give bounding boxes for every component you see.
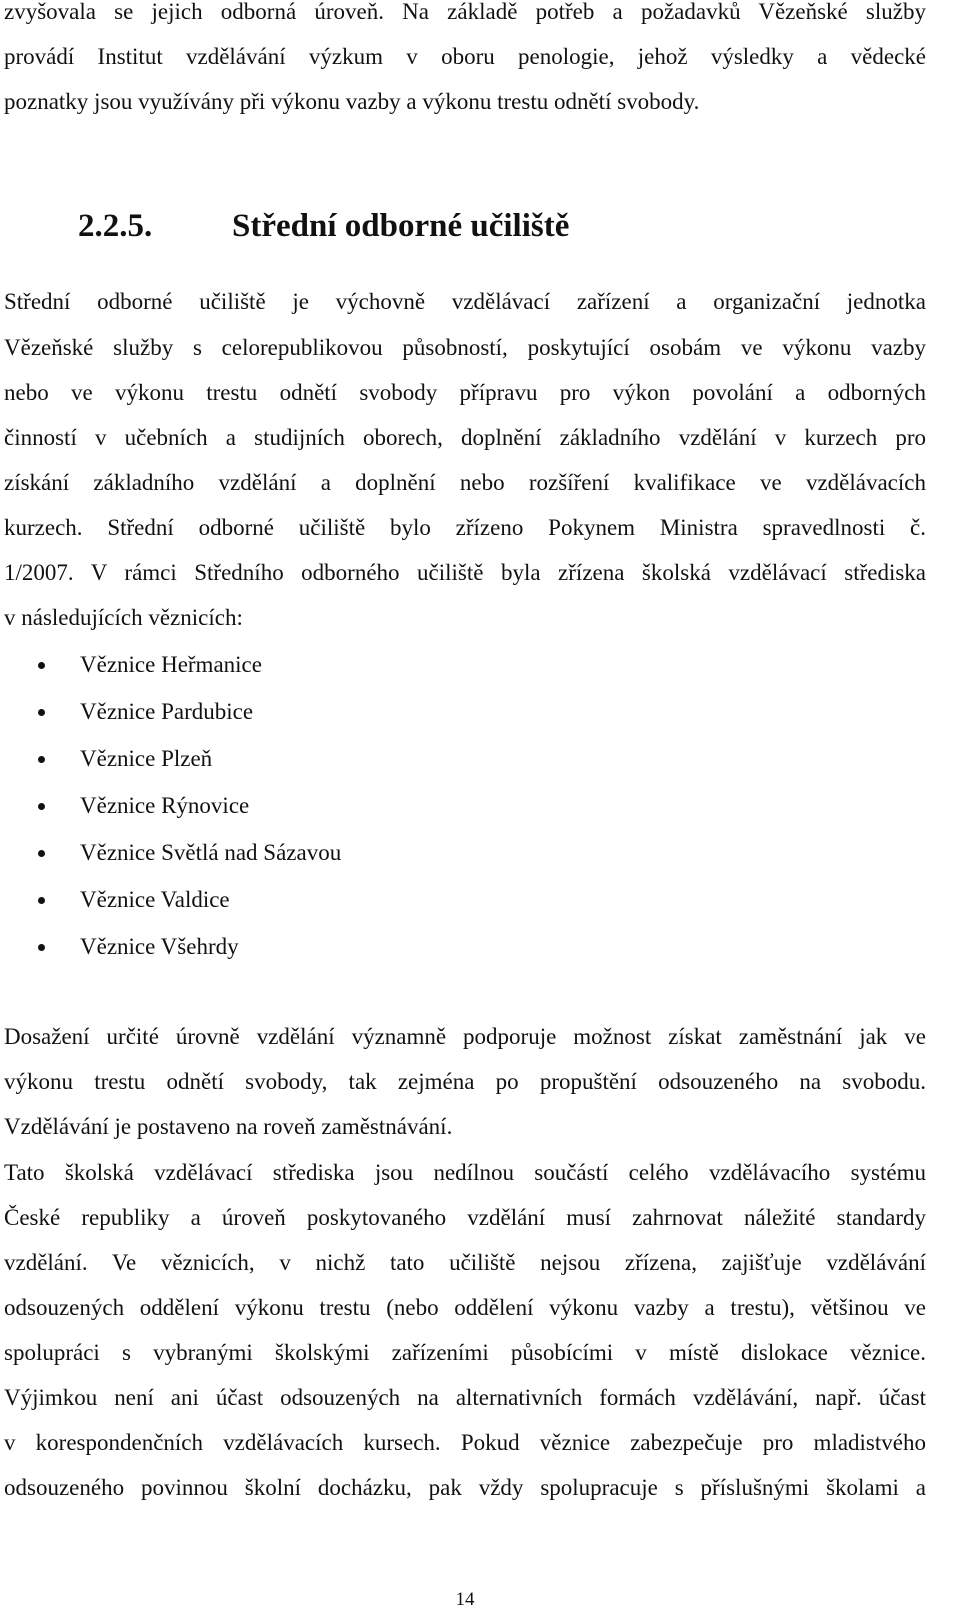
list-item-label: Věznice Všehrdy (80, 934, 239, 959)
paragraph-line: nebo ve výkonu trestu odnětí svobody přípravu pro výkon povolání a odborných (4, 380, 926, 405)
list-item-label: Věznice Heřmanice (80, 652, 262, 677)
bullet-icon (38, 756, 45, 763)
paragraph-line: České republiky a úroveň poskytovaného vzdělání musí zahrnovat náležité standardy (4, 1205, 926, 1230)
bullet-icon (38, 709, 45, 716)
paragraph-line: Vzdělávání je postaveno na roveň zaměstnávání. (4, 1114, 453, 1139)
paragraph-line: odsouzeného povinnou školní docházku, pak vždy spolupracuje s příslušnými školami a (4, 1475, 926, 1500)
paragraph-line: Vězeňské služby s celorepublikovou působností, poskytující osobám ve výkonu vazby (4, 335, 926, 360)
paragraph-line: 1/2007. V rámci Středního odborného učiliště byla zřízena školská vzdělávací střediska (4, 560, 926, 585)
list-item-label: Věznice Plzeň (80, 746, 213, 771)
section-title: Střední odborné učiliště (232, 208, 570, 244)
intro-line: poznatky jsou využívány při výkonu vazby a výkonu trestu odnětí svobody. (4, 89, 700, 114)
intro-line: zvyšovala se jejich odborná úroveň. Na základě potřeb a požadavků Vězeňské služby (4, 0, 926, 24)
section-number: 2.2.5. (78, 208, 153, 244)
list-item-label: Věznice Valdice (80, 887, 230, 912)
paragraph-line: Tato školská vzdělávací střediska jsou nedílnou součástí celého vzdělávacího systému (4, 1160, 926, 1185)
list-item-label: Věznice Rýnovice (80, 793, 250, 818)
paragraph-line: kurzech. Střední odborné učiliště bylo zřízeno Pokynem Ministra spravedlnosti č. (4, 515, 926, 540)
paragraph-line: v korespondenčních vzdělávacích kursech. Pokud věznice zabezpečuje pro mladistvého (4, 1430, 926, 1455)
intro-line: provádí Institut vzdělávání výzkum v oboru penologie, jehož výsledky a vědecké (4, 44, 926, 69)
list-item-label: Věznice Světlá nad Sázavou (80, 840, 342, 865)
page-number: 14 (455, 1589, 475, 1610)
paragraph-line: Dosažení určité úrovně vzdělání významně podporuje možnost získat zaměstnání jak ve (4, 1024, 926, 1049)
paragraph-line: spolupráci s vybranými školskými zařízeními působícími v místě dislokace věznice. (4, 1340, 926, 1365)
paragraph-line: Střední odborné učiliště je výchovně vzdělávací zařízení a organizační jednotka (4, 289, 926, 314)
bullet-icon (38, 944, 45, 951)
paragraph-line: výkonu trestu odnětí svobody, tak zejména po propuštění odsouzeného na svobodu. (4, 1069, 926, 1094)
paragraph-line: Výjimkou není ani účast odsouzených na alternativních formách vzdělávání, např. účast (4, 1385, 926, 1410)
bullet-icon (38, 662, 45, 669)
paragraph-line: získání základního vzdělání a doplnění nebo rozšíření kvalifikace ve vzdělávacích (4, 470, 926, 495)
list-item-label: Věznice Pardubice (80, 699, 254, 724)
paragraph-line: činností v učebních a studijních oborech, doplnění základního vzdělání v kurzech pro (4, 425, 926, 450)
bullet-icon (38, 897, 45, 904)
paragraph-line: v následujících věznicích: (4, 605, 243, 630)
bullet-icon (38, 803, 45, 810)
paragraph-line: vzdělání. Ve věznicích, v nichž tato učiliště nejsou zřízena, zajišťuje vzdělávání (4, 1250, 926, 1275)
bullet-icon (38, 850, 45, 857)
section-heading (78, 206, 569, 246)
paragraph-line: odsouzených oddělení výkonu trestu (nebo oddělení výkonu vazby a trestu), většinou ve (4, 1295, 926, 1320)
